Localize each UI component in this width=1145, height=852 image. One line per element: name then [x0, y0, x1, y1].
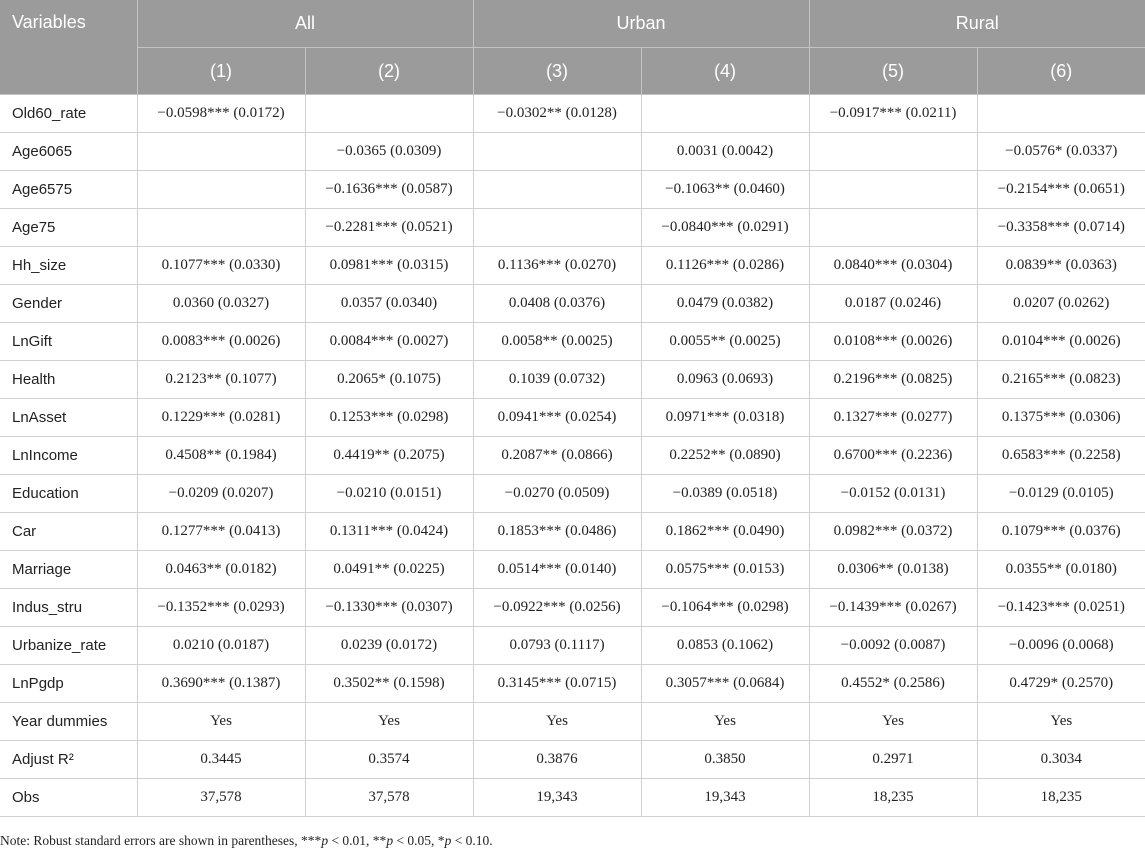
coefficient-cell: −0.0210 (0.0151): [305, 475, 473, 513]
coefficient-cell: 0.0491** (0.0225): [305, 551, 473, 589]
coefficient-cell: −0.0096 (0.0068): [977, 627, 1145, 665]
coefficient-cell: 37,578: [137, 779, 305, 817]
coefficient-cell: [137, 133, 305, 171]
coefficient-cell: 0.3502** (0.1598): [305, 665, 473, 703]
coefficient-cell: 18,235: [809, 779, 977, 817]
group-header-urban: Urban: [473, 0, 809, 48]
variable-name-cell: Age6575: [0, 171, 137, 209]
coefficient-cell: 0.0479 (0.0382): [641, 285, 809, 323]
table-row: [0, 323, 1145, 361]
variable-name-cell: Indus_stru: [0, 589, 137, 627]
coefficient-cell: Yes: [137, 703, 305, 741]
note-p-symbol: p: [321, 833, 329, 848]
coefficient-cell: 0.0971*** (0.0318): [641, 399, 809, 437]
coefficient-cell: 0.1862*** (0.0490): [641, 513, 809, 551]
coefficient-cell: 0.1126*** (0.0286): [641, 247, 809, 285]
column-header-6: (6): [977, 48, 1145, 95]
header-group-row: [0, 0, 1145, 48]
column-header-3: (3): [473, 48, 641, 95]
table-row: [0, 703, 1145, 741]
variable-name-cell: Age75: [0, 209, 137, 247]
coefficient-cell: 0.0187 (0.0246): [809, 285, 977, 323]
coefficient-cell: [977, 95, 1145, 133]
coefficient-cell: 0.1253*** (0.0298): [305, 399, 473, 437]
coefficient-cell: [809, 133, 977, 171]
note-text: Note: Robust standard errors are shown in parentheses, ***: [0, 833, 322, 848]
variables-header: Variables: [0, 0, 137, 95]
coefficient-cell: −0.0092 (0.0087): [809, 627, 977, 665]
coefficient-cell: 0.4419** (0.2075): [305, 437, 473, 475]
table-body: [0, 95, 1145, 817]
group-header-all: All: [137, 0, 473, 48]
coefficient-cell: 0.1277*** (0.0413): [137, 513, 305, 551]
table-row: [0, 209, 1145, 247]
note-text: < 0.10.: [451, 833, 493, 848]
coefficient-cell: −0.1423*** (0.0251): [977, 589, 1145, 627]
coefficient-cell: 0.0031 (0.0042): [641, 133, 809, 171]
variable-name-cell: Old60_rate: [0, 95, 137, 133]
coefficient-cell: 0.1375*** (0.0306): [977, 399, 1145, 437]
coefficient-cell: 0.3057*** (0.0684): [641, 665, 809, 703]
note-p-symbol: p: [444, 833, 452, 848]
variable-name-cell: Year dummies: [0, 703, 137, 741]
coefficient-cell: 0.0463** (0.0182): [137, 551, 305, 589]
coefficient-cell: 0.0853 (0.1062): [641, 627, 809, 665]
table-row: [0, 95, 1145, 133]
table-row: [0, 247, 1145, 285]
coefficient-cell: 0.0207 (0.0262): [977, 285, 1145, 323]
coefficient-cell: 0.2196*** (0.0825): [809, 361, 977, 399]
coefficient-cell: 0.4552* (0.2586): [809, 665, 977, 703]
header-column-row: [0, 48, 1145, 95]
coefficient-cell: 0.0083*** (0.0026): [137, 323, 305, 361]
coefficient-cell: 0.2087** (0.0866): [473, 437, 641, 475]
column-header-4: (4): [641, 48, 809, 95]
coefficient-cell: 0.0575*** (0.0153): [641, 551, 809, 589]
coefficient-cell: −0.0389 (0.0518): [641, 475, 809, 513]
coefficient-cell: 37,578: [305, 779, 473, 817]
table-row: [0, 437, 1145, 475]
coefficient-cell: 0.2165*** (0.0823): [977, 361, 1145, 399]
coefficient-cell: 0.0104*** (0.0026): [977, 323, 1145, 361]
coefficient-cell: −0.3358*** (0.0714): [977, 209, 1145, 247]
coefficient-cell: 0.0357 (0.0340): [305, 285, 473, 323]
coefficient-cell: [473, 209, 641, 247]
coefficient-cell: [473, 171, 641, 209]
coefficient-cell: 0.1039 (0.0732): [473, 361, 641, 399]
coefficient-cell: 0.2123** (0.1077): [137, 361, 305, 399]
coefficient-cell: −0.0598*** (0.0172): [137, 95, 305, 133]
variable-name-cell: Adjust R²: [0, 741, 137, 779]
variable-name-cell: LnGift: [0, 323, 137, 361]
coefficient-cell: 0.0839** (0.0363): [977, 247, 1145, 285]
coefficient-cell: 0.0981*** (0.0315): [305, 247, 473, 285]
coefficient-cell: 0.0355** (0.0180): [977, 551, 1145, 589]
coefficient-cell: 0.0084*** (0.0027): [305, 323, 473, 361]
variable-name-cell: Car: [0, 513, 137, 551]
coefficient-cell: 0.2971: [809, 741, 977, 779]
table-row: [0, 361, 1145, 399]
variable-name-cell: Hh_size: [0, 247, 137, 285]
variable-name-cell: Age6065: [0, 133, 137, 171]
coefficient-cell: −0.2281*** (0.0521): [305, 209, 473, 247]
coefficient-cell: Yes: [641, 703, 809, 741]
table-row: [0, 171, 1145, 209]
variable-name-cell: Education: [0, 475, 137, 513]
coefficient-cell: −0.0922*** (0.0256): [473, 589, 641, 627]
coefficient-cell: 0.3876: [473, 741, 641, 779]
coefficient-cell: 18,235: [977, 779, 1145, 817]
column-header-1: (1): [137, 48, 305, 95]
coefficient-cell: 0.0210 (0.0187): [137, 627, 305, 665]
coefficient-cell: 0.4508** (0.1984): [137, 437, 305, 475]
coefficient-cell: 0.0963 (0.0693): [641, 361, 809, 399]
column-header-2: (2): [305, 48, 473, 95]
table-row: [0, 133, 1145, 171]
variable-name-cell: LnIncome: [0, 437, 137, 475]
coefficient-cell: [809, 171, 977, 209]
coefficient-cell: 0.3034: [977, 741, 1145, 779]
coefficient-cell: −0.1439*** (0.0267): [809, 589, 977, 627]
coefficient-cell: 0.3850: [641, 741, 809, 779]
coefficient-cell: [305, 95, 473, 133]
table-row: [0, 285, 1145, 323]
coefficient-cell: 0.2252** (0.0890): [641, 437, 809, 475]
note-text: < 0.01, **: [328, 833, 387, 848]
coefficient-cell: 0.3145*** (0.0715): [473, 665, 641, 703]
table-row: [0, 741, 1145, 779]
coefficient-cell: 0.0306** (0.0138): [809, 551, 977, 589]
note-p-symbol: p: [386, 833, 394, 848]
coefficient-cell: [137, 171, 305, 209]
coefficient-cell: [473, 133, 641, 171]
coefficient-cell: [809, 209, 977, 247]
variable-name-cell: Urbanize_rate: [0, 627, 137, 665]
coefficient-cell: 0.0514*** (0.0140): [473, 551, 641, 589]
variable-name-cell: LnPgdp: [0, 665, 137, 703]
variable-name-cell: Marriage: [0, 551, 137, 589]
coefficient-cell: 0.0239 (0.0172): [305, 627, 473, 665]
coefficient-cell: 0.3574: [305, 741, 473, 779]
coefficient-cell: −0.1063** (0.0460): [641, 171, 809, 209]
coefficient-cell: 19,343: [473, 779, 641, 817]
table-row: [0, 779, 1145, 817]
variable-name-cell: Obs: [0, 779, 137, 817]
table-row: [0, 589, 1145, 627]
table-row: [0, 475, 1145, 513]
coefficient-cell: −0.0917*** (0.0211): [809, 95, 977, 133]
coefficient-cell: 0.2065* (0.1075): [305, 361, 473, 399]
coefficient-cell: 0.0108*** (0.0026): [809, 323, 977, 361]
coefficient-cell: 0.1327*** (0.0277): [809, 399, 977, 437]
coefficient-cell: 0.3445: [137, 741, 305, 779]
note-text: < 0.05, *: [393, 833, 445, 848]
variable-name-cell: LnAsset: [0, 399, 137, 437]
coefficient-cell: Yes: [305, 703, 473, 741]
coefficient-cell: 0.0793 (0.1117): [473, 627, 641, 665]
coefficient-cell: 0.0055** (0.0025): [641, 323, 809, 361]
coefficient-cell: Yes: [473, 703, 641, 741]
coefficient-cell: −0.1352*** (0.0293): [137, 589, 305, 627]
coefficient-cell: −0.1064*** (0.0298): [641, 589, 809, 627]
coefficient-cell: 0.1136*** (0.0270): [473, 247, 641, 285]
coefficient-cell: 0.1077*** (0.0330): [137, 247, 305, 285]
coefficient-cell: 0.0058** (0.0025): [473, 323, 641, 361]
variable-name-cell: Health: [0, 361, 137, 399]
table-row: [0, 513, 1145, 551]
coefficient-cell: −0.0302** (0.0128): [473, 95, 641, 133]
table-row: [0, 399, 1145, 437]
variable-name-cell: Gender: [0, 285, 137, 323]
coefficient-cell: −0.2154*** (0.0651): [977, 171, 1145, 209]
coefficient-cell: [137, 209, 305, 247]
coefficient-cell: 0.1853*** (0.0486): [473, 513, 641, 551]
coefficient-cell: 0.0408 (0.0376): [473, 285, 641, 323]
coefficient-cell: −0.0840*** (0.0291): [641, 209, 809, 247]
coefficient-cell: 0.1311*** (0.0424): [305, 513, 473, 551]
coefficient-cell: −0.0576* (0.0337): [977, 133, 1145, 171]
coefficient-cell: [641, 95, 809, 133]
coefficient-cell: 0.4729* (0.2570): [977, 665, 1145, 703]
coefficient-cell: −0.1330*** (0.0307): [305, 589, 473, 627]
table-row: [0, 551, 1145, 589]
table-row: [0, 665, 1145, 703]
table-row: [0, 627, 1145, 665]
coefficient-cell: 0.1229*** (0.0281): [137, 399, 305, 437]
table-note: [0, 833, 493, 849]
coefficient-cell: 0.6583*** (0.2258): [977, 437, 1145, 475]
coefficient-cell: −0.0152 (0.0131): [809, 475, 977, 513]
coefficient-cell: −0.0209 (0.0207): [137, 475, 305, 513]
column-header-5: (5): [809, 48, 977, 95]
coefficient-cell: 0.0840*** (0.0304): [809, 247, 977, 285]
coefficient-cell: 19,343: [641, 779, 809, 817]
coefficient-cell: −0.1636*** (0.0587): [305, 171, 473, 209]
coefficient-cell: 0.0360 (0.0327): [137, 285, 305, 323]
coefficient-cell: 0.0982*** (0.0372): [809, 513, 977, 551]
coefficient-cell: 0.3690*** (0.1387): [137, 665, 305, 703]
coefficient-cell: 0.1079*** (0.0376): [977, 513, 1145, 551]
coefficient-cell: Yes: [809, 703, 977, 741]
coefficient-cell: −0.0129 (0.0105): [977, 475, 1145, 513]
table-header: [0, 0, 1145, 95]
coefficient-cell: 0.0941*** (0.0254): [473, 399, 641, 437]
coefficient-cell: −0.0270 (0.0509): [473, 475, 641, 513]
coefficient-cell: 0.6700*** (0.2236): [809, 437, 977, 475]
coefficient-cell: Yes: [977, 703, 1145, 741]
group-header-rural: Rural: [809, 0, 1145, 48]
coefficient-cell: −0.0365 (0.0309): [305, 133, 473, 171]
